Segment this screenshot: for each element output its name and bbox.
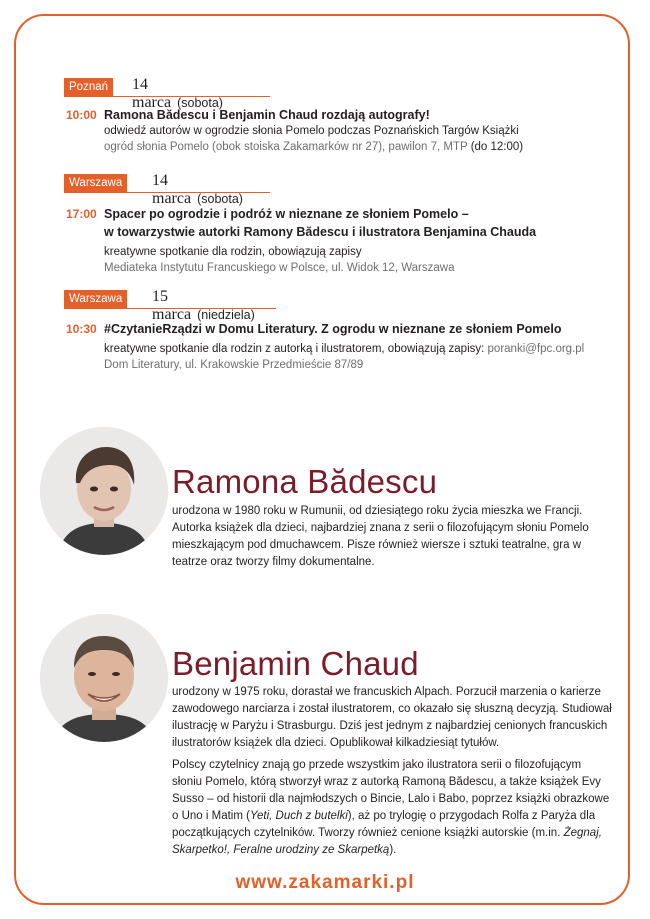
event-time: 10:00	[66, 108, 97, 122]
author-bio: urodzona w 1980 roku w Rumunii, od dziesiątego roku życia mieszka we Francji. Autorka książek dla dzieci, najbardziej znana z serii o filozofującym słoniu Pomelo mieszkającym pod dmuchawcem. Pisze również wiersze i sztuki teatralne, gra w teatrze oraz tworzy filmy dokumentalne.	[172, 505, 589, 568]
event-title: Spacer po ogrodzie i podróż w nieznane ze słoniem Pomelo –	[104, 207, 469, 221]
city-label: Warszawa	[64, 174, 127, 192]
event-title: Ramona Bădescu i Benjamin Chaud rozdają autografy!	[104, 108, 430, 122]
event-title: w towarzystwie autorki Ramony Bădescu i ilustratora Benjamina Chauda	[104, 225, 537, 239]
email-link[interactable]: poranki@fpc.org.pl	[487, 343, 585, 355]
event-title: #CzytanieRządzi w Domu Literatury. Z ogrodu w nieznane ze słoniem Pomelo	[104, 322, 562, 336]
author-photo	[40, 614, 168, 742]
author-name: Benjamin Chaud	[172, 645, 419, 682]
city-label: Warszawa	[64, 290, 127, 308]
event-details	[104, 321, 604, 373]
author-photo	[40, 427, 168, 555]
event-time: 17:00	[66, 207, 97, 221]
event-date: 14 marca (sobota)	[132, 76, 223, 111]
event-date: 14 marca (sobota)	[152, 172, 243, 207]
event-place: ogród słonia Pomelo (obok stoiska Zakamarków nr 27), pawilon 7, MTP (do 12:00)	[104, 141, 524, 153]
event-description: kreatywne spotkanie dla rodzin z autorką i ilustratorem, obowiązują zapisy: poranki@fpc.org.pl	[104, 343, 585, 355]
author-bio	[172, 684, 612, 859]
author-name: Ramona Bădescu	[172, 463, 438, 500]
event-description: odwiedź autorów w ogrodzie słonia Pomelo podczas Poznańskich Targów Książki	[104, 125, 519, 137]
event-details	[104, 206, 604, 276]
bio-paragraph: Polscy czytelnicy znają go przede wszystkim jako ilustratora serii o filozofującym słoniu Pomelo, którą stworzył wraz z autorką Ramoną Bădescu, a także książek Evy Susso – od historii dla najmłodszych o Bincie, Lalo i Babo, poprzez książki obrazkowe o Uno i Matim (Yeti, Duch z butelki), aż po trylogię o przygodach Rolfa z Paryża dla początkujących czytelników. Tworzy również cenione książki autorskie (m.in. Żegnaj, Skarpetko!, Feralne urodziny ze Skarpetką).	[172, 759, 610, 856]
city-label: Poznań	[64, 78, 113, 96]
event-date: 15 marca (niedziela)	[152, 288, 255, 323]
bio-paragraph: urodzony w 1975 roku, dorastał we francuskich Alpach. Porzucił marzenia o karierze zawodowego narciarza i został ilustratorem, co okazało się słuszną decyzją. Studiował ilustrację w Paryżu i Strasburgu. Dziś jest jednym z najbardziej cenionych francuskich ilustratorów książek dla dzieci. Opublikował kilkadziesiąt tytułów.	[172, 686, 612, 749]
event-place: Mediateka Instytutu Francuskiego w Polsce, ul. Widok 12, Warszawa	[104, 262, 455, 274]
event-place: Dom Literatury, ul. Krakowskie Przedmieście 87/89	[104, 359, 364, 371]
event-time: 10:30	[66, 322, 97, 336]
event-details	[104, 107, 604, 155]
event-description: kreatywne spotkanie dla rodzin, obowiązują zapisy	[104, 246, 362, 258]
website-link[interactable]: www.zakamarki.pl	[235, 872, 415, 893]
